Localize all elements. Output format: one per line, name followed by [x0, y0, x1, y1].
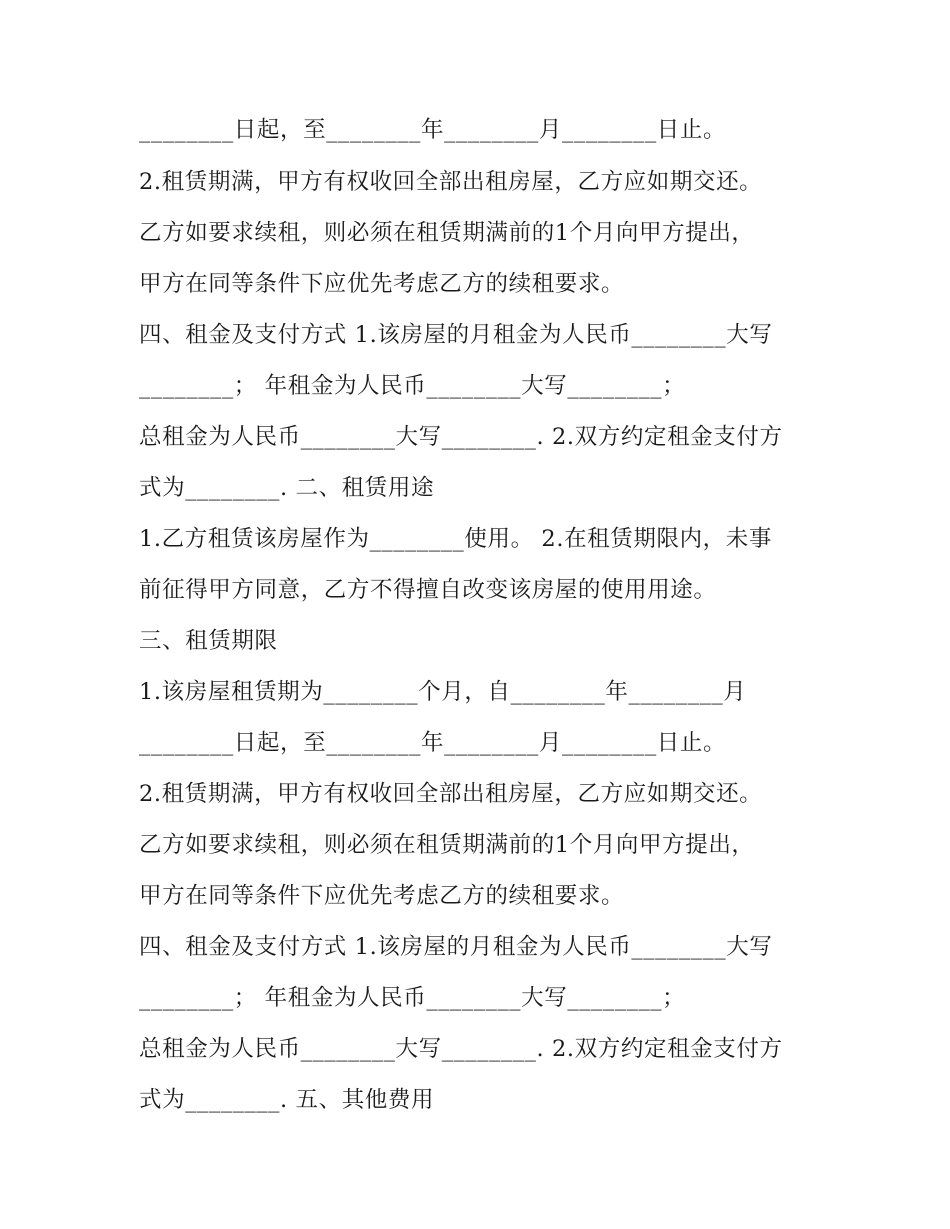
text-line: ________； 年租金为人民币________大写________； [139, 985, 686, 1011]
text-line: 四、租金及支付方式 1.该房屋的月租金为人民币________大写 [139, 934, 773, 960]
text-line: 甲方在同等条件下应优先考虑乙方的续租要求。 [139, 883, 625, 909]
text-line: 1.乙方租赁该房屋作为________使用。 2.在租赁期限内，未事 [139, 526, 772, 552]
text-line: 2.租赁期满，甲方有权收回全部出租房屋，乙方应如期交还。 [139, 781, 763, 807]
text-line: 甲方在同等条件下应优先考虑乙方的续租要求。 [139, 271, 625, 297]
text-line: 总租金为人民币________大写________. 2.双方约定租金支付方 [139, 1036, 783, 1062]
text-line: 2.租赁期满，甲方有权收回全部出租房屋，乙方应如期交还。 [139, 169, 763, 195]
text-line: 总租金为人民币________大写________. 2.双方约定租金支付方 [139, 424, 783, 450]
text-line: ________日起，至________年________月________日止。 [139, 730, 727, 756]
section-heading: 三、租赁期限 [139, 628, 278, 654]
text-line: 前征得甲方同意，乙方不得擅自改变该房屋的使用用途。 [139, 577, 717, 603]
text-line: 乙方如要求续租，则必须在租赁期满前的1个月向甲方提出， [139, 220, 755, 246]
text-line: ________日起，至________年________月________日止。 [139, 117, 727, 143]
text-line: 式为________. 二、租赁用途 [139, 475, 435, 501]
text-line: 式为________. 五、其他费用 [139, 1087, 435, 1113]
text-line: 乙方如要求续租，则必须在租赁期满前的1个月向甲方提出， [139, 832, 755, 858]
text-line: 1.该房屋租赁期为________个月，自________年________月 [139, 679, 747, 705]
text-line: ________； 年租金为人民币________大写________； [139, 373, 686, 399]
text-line: 四、租金及支付方式 1.该房屋的月租金为人民币________大写 [139, 322, 773, 348]
